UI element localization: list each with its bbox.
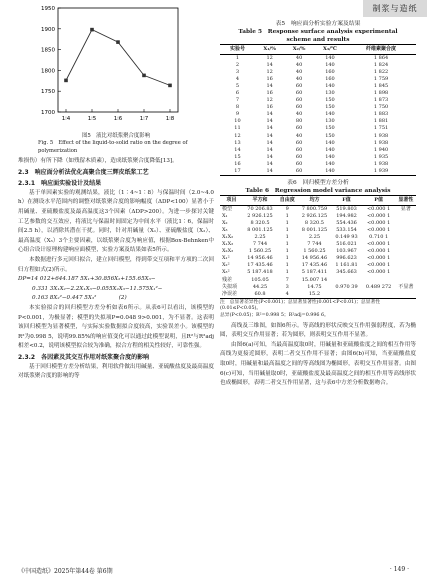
- table-cell: 4: [277, 291, 297, 299]
- table-cell: 40: [295, 68, 303, 75]
- table-cell: 不显著: [398, 283, 414, 290]
- table-cell: 40: [295, 61, 303, 68]
- table-row: [220, 269, 416, 276]
- column-header: 纤维素聚合度: [346, 45, 416, 55]
- table-cell: 44.25: [252, 283, 268, 290]
- table-cell: 0.710 1: [369, 233, 389, 240]
- table-cell: 554.436: [336, 219, 357, 226]
- table-cell: 1 560.25: [248, 248, 272, 255]
- table-cell: X₃²: [222, 269, 230, 276]
- table-cell: 1 881: [373, 118, 389, 125]
- table-cell: 14: [266, 61, 273, 68]
- column-header: 实验号: [220, 45, 255, 55]
- table-cell: 1 938: [373, 132, 389, 139]
- table-cell: 103.967: [336, 248, 357, 255]
- x-tick-label: 1∶4: [61, 116, 71, 122]
- table-cell: 140: [325, 160, 335, 167]
- table-cell: 净误差: [220, 291, 243, 299]
- table-cell: 2.25: [308, 233, 321, 240]
- table-cell: 194.982: [336, 212, 357, 219]
- table-cell: 16: [266, 104, 273, 111]
- table-cell: 14 956.46: [247, 255, 273, 262]
- table-row: [220, 241, 416, 248]
- table-row: [220, 69, 416, 76]
- table-cell: 14: [266, 125, 273, 132]
- column-header: 显著性: [396, 196, 416, 206]
- table-cell: 8 320.5: [304, 219, 324, 226]
- table-cell: 60: [295, 139, 303, 146]
- table-row: [220, 104, 416, 111]
- table-row: [220, 140, 416, 147]
- table-cell: 8: [235, 104, 240, 111]
- table-cell: 14: [234, 146, 241, 153]
- table-cell: X₁: [222, 212, 228, 219]
- table-cell: [362, 277, 396, 284]
- table-cell: [396, 234, 416, 241]
- table-cell: [396, 262, 416, 269]
- table-cell: 3: [235, 68, 240, 75]
- table-row: [220, 255, 416, 262]
- table-cell: 15.007 14: [301, 276, 328, 283]
- table-cell: X₂: [222, 219, 228, 226]
- table-cell: 1: [285, 269, 289, 276]
- table-cell: 1 845: [373, 82, 389, 89]
- table-cell: 1 938: [373, 139, 389, 146]
- table-cell: 10: [234, 118, 241, 125]
- table-cell: 150: [325, 97, 335, 104]
- table-cell: <0.000 1: [366, 212, 391, 219]
- table-cell: 105.05: [251, 276, 269, 283]
- table-cell: 516.021: [336, 241, 357, 248]
- page-number: · 149 ·: [389, 566, 409, 573]
- table-cell: [396, 291, 416, 299]
- table-cell: 1 940: [373, 146, 389, 153]
- table6-note: 注 总显著差异性(P<0.001)；总显著显著性(0.001<P<0.01)；总显著性(0.01≤P<0.05)。 总异(P<0.05)；R²=0.998 5；R²adj=0.996 6。: [220, 299, 381, 318]
- table-cell: X₂²: [222, 262, 230, 269]
- table-row: [220, 284, 416, 291]
- table-cell: 7 744: [307, 241, 322, 248]
- table-cell: 14.75: [307, 283, 322, 290]
- table-cell: 12: [266, 68, 273, 75]
- table-cell: 1: [285, 248, 289, 255]
- table-row: [220, 168, 416, 176]
- table-cell: 533.154: [336, 226, 357, 233]
- table-cell: 失拟项: [222, 283, 238, 290]
- table-row: [220, 76, 416, 83]
- table-cell: 12: [266, 54, 273, 61]
- figure5-caption-en: Fig. 5 Effect of the liquid-to-solid ratio on the degree of polymerization: [38, 140, 188, 154]
- table-cell: 1 751: [373, 125, 389, 132]
- table-cell: 60: [295, 82, 303, 89]
- table-cell: 160: [325, 75, 335, 82]
- table-cell: 17: [220, 168, 255, 176]
- table-cell: 13: [234, 139, 241, 146]
- table-cell: 7 800.759: [301, 205, 328, 212]
- table-row: [220, 62, 416, 69]
- table-cell: [396, 227, 416, 234]
- table-cell: 14 956.46: [301, 255, 328, 262]
- table-cell: 显著: [400, 205, 411, 212]
- table-cell: 60: [295, 153, 303, 160]
- paragraph: 由图6(a)可知，当最高温度取0时，用碱量和亚硫酸盐度之间的相互作用等高线为更接近圆形，表明二者交互作用不显著；由图6(b)可知，当亚硫酸盐度取0时，用碱量和最高温度之间的等高线图为椭圆形，表明交互作用显著。由图6(c)可知，当用碱量取0时，亚硫酸盐度及最高温度之间的相互作用等高线形状也成椭圆形，表明二者交互作用显著，这与表6中方差分析数据吻合。: [220, 341, 416, 387]
- x-tick-label: 1∶6: [113, 116, 123, 122]
- table-cell: 150: [325, 132, 335, 139]
- table-cell: 8 001.125: [301, 226, 328, 233]
- y-tick-label: 1700: [41, 110, 55, 116]
- paragraph: 基于回归模型方差分析结果，利用软件做出用碱量、亚硫酸盐度及最高温度对纸浆聚合度的影响的等: [18, 363, 214, 380]
- table5: [220, 44, 416, 176]
- table-cell: 150: [325, 125, 335, 132]
- table-cell: 2 926.125: [301, 212, 328, 219]
- table-cell: 15.2: [297, 291, 331, 299]
- table-cell: 40: [295, 111, 303, 118]
- table-cell: X₁X₂: [222, 233, 234, 240]
- table-row: [220, 161, 416, 168]
- paragraph: 本实验拟合的回归模型方差分析如表6所示。从表6可以看出，该模型的P<0.001，为极显著；模型的失拟项P=0.048 9>0.001，为不显著。这表明该回归模型为显著模型，与实际实验数据拟合度较高，实验误差小。该模型的R²为0.998 5，说明99.85%的响应值变化可以通过此模型说明，且R²与R²adj相差<0.2，说明该模型拟合较为准确，拟合方程的相关性较好，可靠性强。: [18, 304, 214, 350]
- table-row: [220, 205, 416, 213]
- table-cell: [332, 277, 362, 284]
- table-cell: 519.803: [336, 205, 357, 212]
- table-cell: 5: [235, 82, 240, 89]
- table-cell: [396, 255, 416, 262]
- paragraph: 基于单因素实验的观测结果，液比（1∶4~1∶8）与保温时间（2.0~4.0 h）在测设水平范围内的调整对纸浆聚合度的影响幅度（ΔDP<100）显著小于用碱量、亚硫酸盐度及最高温度这3个因素（ΔDP>200）。为进一步探讨关键工艺参数的交互效应，将液比与保温时间固定为中间水平（液比1∶6，保温时间2.5 h），以消除其潜在干扰。同时，针对用碱量（X₁）、亚硫酸盐度（X₂）、最高温度（X₃）3个主要因素，以纸浆聚合度为响应值，根据Box-Behnken中心组合设计原理构建响应面模型，实验方案及结果如表5所示。: [18, 189, 214, 254]
- column-header: 项目: [220, 196, 243, 206]
- right-column: [220, 20, 416, 389]
- table-cell: 12: [266, 97, 273, 104]
- table-cell: 12: [234, 132, 241, 139]
- table-cell: 1: [285, 219, 289, 226]
- table-cell: 模型: [222, 205, 233, 212]
- table5-title-en: scheme and results: [286, 37, 350, 43]
- table-cell: [396, 248, 416, 255]
- table-cell: 11: [234, 125, 241, 132]
- table-cell: 4: [235, 75, 240, 82]
- subsection-heading: 2.3.1 响应面实验设计及结果: [18, 179, 102, 187]
- table-cell: 9: [235, 111, 240, 118]
- table-cell: [396, 277, 416, 284]
- table-cell: 0.149 93: [335, 233, 358, 240]
- table-cell: 8 001.125: [247, 226, 273, 233]
- table6: [220, 195, 416, 299]
- table-cell: 5 187.418: [247, 269, 273, 276]
- table-row: [220, 125, 416, 132]
- table-row: [220, 54, 416, 62]
- table-cell: 0.489 272: [365, 283, 392, 290]
- regression-equation-line: DP=14 012+644.187 5X₁+30.856X₂+155.65X₃−: [18, 276, 156, 283]
- table-row: [220, 147, 416, 154]
- table-row: [220, 248, 416, 255]
- section-tag: 制浆与造纸: [363, 0, 427, 17]
- table-row: [220, 83, 416, 90]
- table-cell: 140: [314, 168, 346, 176]
- subsection-heading: 2.3.2 各因素及其交互作用对纸浆聚合度的影响: [18, 353, 150, 361]
- table-cell: 150: [325, 104, 335, 111]
- table-row: [220, 154, 416, 161]
- table-cell: 40: [295, 75, 303, 82]
- table-cell: 80: [295, 118, 303, 125]
- table-cell: 1: [285, 241, 289, 248]
- table-cell: 40: [295, 54, 303, 61]
- data-point: [116, 40, 120, 44]
- paragraph: 本数据进行多元回归拟合，建立回归模型，得到带交互项和平方项的二次回归方程如式(2)所示。: [18, 256, 214, 273]
- table-cell: 1 935: [373, 153, 389, 160]
- table-cell: 14: [266, 132, 273, 139]
- table-cell: 1: [285, 212, 289, 219]
- y-tick-label: 1900: [41, 26, 55, 33]
- column-header: X₂/%: [284, 45, 313, 55]
- table-cell: 14: [266, 139, 273, 146]
- table-row: [220, 133, 416, 140]
- table-cell: 5 187.411: [301, 269, 328, 276]
- table-cell: 140: [325, 153, 335, 160]
- y-tick-label: 1800: [41, 68, 55, 75]
- table-cell: [396, 241, 416, 248]
- table-cell: 1 560.25: [303, 248, 326, 255]
- table-cell: 40: [295, 132, 303, 139]
- table-cell: 2: [235, 61, 240, 68]
- table-cell: 1: [235, 54, 240, 61]
- table-cell: 17 435.46: [247, 262, 273, 269]
- x-tick-label: 1∶7: [139, 116, 149, 122]
- table6-title-zh: 表6 回归模型方差分析: [287, 180, 349, 187]
- x-tick-label: 1∶8: [165, 116, 175, 122]
- table-cell: 1: [285, 255, 289, 262]
- table-cell: 1 938: [373, 160, 389, 167]
- table-cell: 1 873: [373, 97, 389, 104]
- table-cell: 15: [234, 153, 241, 160]
- table-cell: <0.000 1: [366, 269, 391, 276]
- table6-title-en: Table 6 Regression model variance analysis: [245, 188, 391, 195]
- table-cell: 1 864: [373, 54, 389, 61]
- table-cell: <0.000 1: [366, 205, 391, 212]
- data-point: [90, 28, 94, 32]
- table5-title-en: Table 5 Response surface analysis experimental: [238, 29, 398, 35]
- column-header: P值: [362, 196, 396, 206]
- table-cell: 140: [325, 146, 335, 153]
- table-cell: 996.623: [336, 255, 357, 262]
- table-cell: <0.000 1: [366, 219, 391, 226]
- table-cell: 6: [235, 89, 240, 96]
- y-tick-label: 1750: [41, 89, 55, 96]
- table-row: [220, 291, 416, 299]
- column-header: X₁/%: [255, 45, 284, 55]
- table-cell: X₁²: [222, 255, 230, 262]
- table-cell: 1 898: [373, 89, 389, 96]
- table-cell: [362, 291, 396, 299]
- table-cell: <0.000 1: [366, 248, 391, 255]
- table-cell: X₂X₃: [222, 248, 234, 255]
- table-cell: 14: [255, 168, 284, 176]
- table-cell: 60: [295, 125, 303, 132]
- section-heading: 2.3 响应面分析法优化高聚合度三辉皮纸浆工艺: [18, 168, 149, 176]
- table-row: [220, 234, 416, 241]
- table-cell: 1 750: [373, 104, 389, 111]
- table-cell: <0.000 1: [366, 262, 391, 269]
- table-cell: [396, 220, 416, 227]
- table-cell: <0.000 1: [366, 226, 391, 233]
- table-cell: 14: [266, 82, 273, 89]
- table-row: [220, 118, 416, 125]
- table-cell: 14: [266, 160, 273, 167]
- line-chart: [18, 0, 214, 132]
- table-row: [220, 97, 416, 104]
- table-cell: 14: [266, 153, 273, 160]
- table-cell: X₃: [222, 226, 228, 233]
- table-cell: X₁X₃: [222, 241, 234, 248]
- table-row: [220, 262, 416, 269]
- table-cell: 1 822: [373, 68, 389, 75]
- table-cell: 60.8: [243, 291, 277, 299]
- table-cell: 140: [325, 111, 335, 118]
- table-cell: 140: [325, 61, 335, 68]
- figure5-caption-zh: 图5 液比对纸浆聚合度影响: [81, 133, 151, 139]
- paragraph: 堆损伤）有所下降（如残留木质素），造成纸浆聚合度降低[13]。: [18, 158, 178, 165]
- table-cell: 16: [234, 160, 241, 167]
- table-cell: <0.000 1: [366, 255, 391, 262]
- table-cell: 0.970 39: [335, 283, 358, 290]
- table-cell: [332, 291, 362, 299]
- regression-equation-line: 0.163 8X₂²−0.447 5X₃² (2): [32, 295, 127, 302]
- regression-equation-line: 0.331 3X₁X₂−2.2X₁X₃−0.055X₂X₃−11.575X₁²−: [32, 285, 163, 292]
- table-row: [220, 111, 416, 118]
- table-cell: 8 320.5: [250, 219, 270, 226]
- column-header: 自由度: [277, 196, 297, 206]
- table-cell: 140: [325, 54, 335, 61]
- journal-footer: 《中国造纸》2025年第44卷 第6期: [18, 568, 113, 575]
- y-tick-label: 1850: [41, 47, 55, 54]
- data-point: [168, 84, 172, 88]
- table-cell: 60: [295, 104, 303, 111]
- table-cell: 160: [325, 68, 335, 75]
- table-cell: 16: [266, 89, 273, 96]
- table-cell: 14: [266, 111, 273, 118]
- table-cell: 7 744: [252, 241, 268, 248]
- table-cell: 1 939: [346, 168, 416, 176]
- table-cell: 345.663: [336, 269, 357, 276]
- table-cell: 2 926.125: [247, 212, 273, 219]
- table-cell: 1: [285, 233, 289, 240]
- table-cell: 3: [285, 283, 289, 290]
- table-cell: 残差: [222, 276, 233, 283]
- table-row: [220, 220, 416, 227]
- column-header: 平方和: [243, 196, 277, 206]
- data-point: [142, 74, 146, 78]
- table-cell: 60: [295, 89, 303, 96]
- table-cell: 130: [325, 89, 335, 96]
- column-header: F值: [332, 196, 362, 206]
- table-cell: [396, 269, 416, 276]
- table-cell: 16: [266, 75, 273, 82]
- table-row: [220, 277, 416, 284]
- table-cell: 140: [325, 82, 335, 89]
- table-cell: 1 824: [373, 61, 389, 68]
- paragraph: 高线及三维图，如图6所示。等高线的形状反映交互作用强弱程度，若为椭圆，表明交互作用显著；若为圆形，则表明交互作用不显著。: [220, 322, 416, 339]
- table-cell: 60: [295, 146, 303, 153]
- table-cell: 7: [285, 276, 289, 283]
- table-row: [220, 90, 416, 97]
- table-cell: 70 206.83: [247, 205, 273, 212]
- table-row: [220, 227, 416, 234]
- table-cell: 140: [325, 139, 335, 146]
- x-tick-label: 1∶5: [87, 116, 97, 122]
- table-cell: 1: [285, 226, 289, 233]
- table-cell: 14: [266, 146, 273, 153]
- table-cell: <0.000 1: [366, 241, 391, 248]
- table-cell: 1: [285, 262, 289, 269]
- table-cell: 60: [295, 160, 303, 167]
- table-cell: 60: [284, 168, 313, 176]
- table-cell: 2.25: [254, 233, 266, 240]
- table-row: [220, 213, 416, 220]
- table-cell: 60: [295, 97, 303, 104]
- column-header: 均方: [297, 196, 331, 206]
- table-cell: 1 759: [373, 75, 389, 82]
- series-line: [66, 30, 170, 86]
- table-cell: 7: [235, 97, 240, 104]
- table-cell: 1 161.81: [335, 262, 358, 269]
- left-column: [18, 0, 214, 382]
- y-tick-label: 1950: [41, 6, 55, 12]
- table-cell: [396, 213, 416, 220]
- data-point: [64, 79, 68, 83]
- table-cell: 1 883: [373, 111, 389, 118]
- column-header: X₃/℃: [314, 45, 346, 55]
- table-cell: 17 435.46: [301, 262, 328, 269]
- table5-title-zh: 表5 响应面分析实验方案及结果: [275, 21, 361, 27]
- table-cell: 130: [325, 118, 335, 125]
- table-cell: 9: [285, 205, 289, 212]
- table-cell: 14: [266, 118, 273, 125]
